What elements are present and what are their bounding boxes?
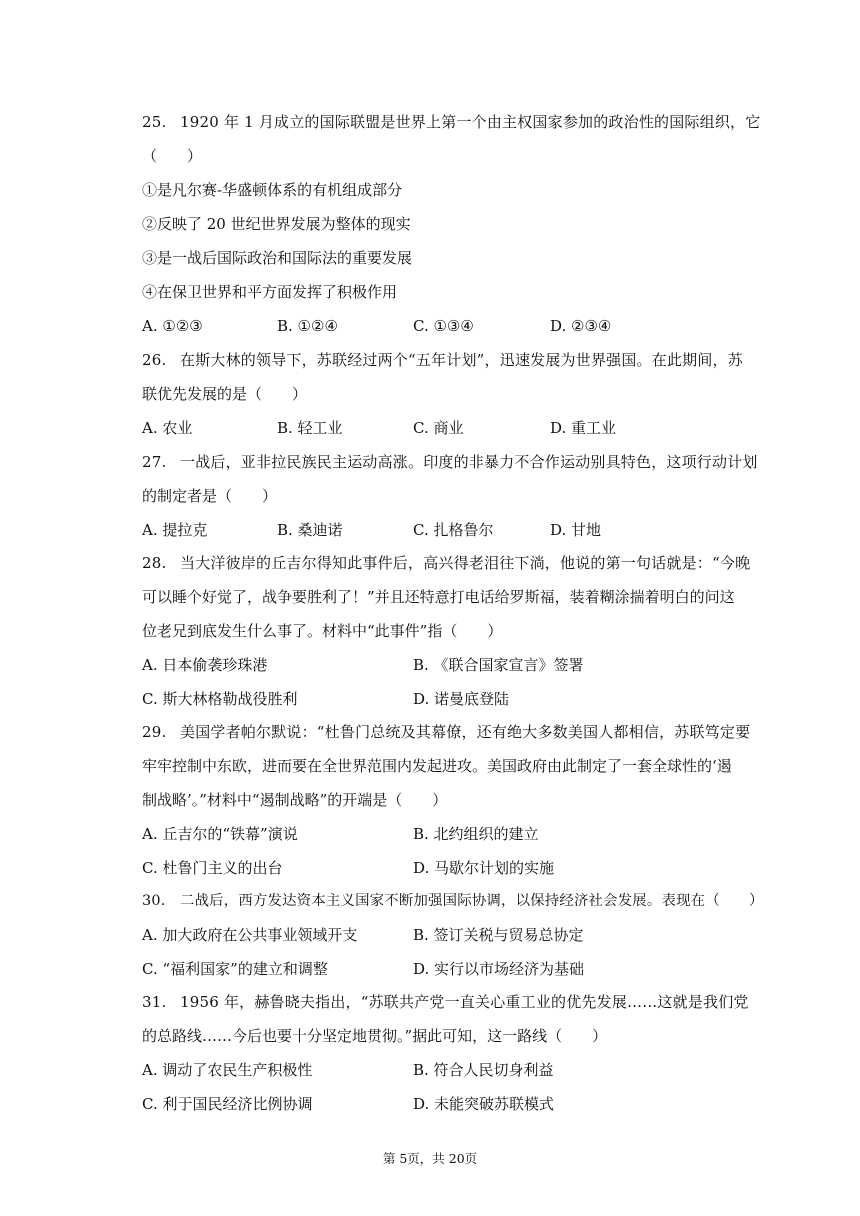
option-d[interactable]: D. 重工业 (550, 419, 617, 437)
question-number: 25. (142, 113, 167, 131)
option-d[interactable]: D. 未能突破苏联模式 (413, 1095, 555, 1113)
question-26-line-1: 26. 在斯大林的领导下，苏联经过两个“五年计划”，迅速发展为世界强国。在此期间，苏 (142, 351, 743, 369)
question-29-line-2: 牢牢控制中东欧，进而要在全世界范围内发起进攻。美国政府由此制定了一套全球性的‘遏 (142, 757, 732, 775)
question-28-line-3: 位老兄到底发生什么事了。材料中“此事件”指（ ） (142, 622, 503, 640)
question-31-line-1: 31. 1956 年，赫鲁晓夫指出，“苏联共产党一直关心重工业的优先发展……这就是我们党 (142, 993, 749, 1011)
option-a[interactable]: A. 日本偷袭珍珠港 (142, 656, 268, 674)
option-b[interactable]: B. 北约组织的建立 (413, 825, 539, 843)
option-a[interactable]: A. 加大政府在公共事业领域开支 (142, 926, 358, 944)
option-b[interactable]: B. 轻工业 (277, 419, 343, 437)
question-number: 30. (142, 893, 166, 909)
option-b[interactable]: B. ①②④ (277, 317, 338, 335)
statement-3: ③是一战后国际政治和国际法的重要发展 (142, 249, 413, 267)
option-d[interactable]: D. 甘地 (550, 521, 602, 539)
statement-4: ④在保卫世界和平方面发挥了积极作用 (142, 283, 398, 301)
option-a[interactable]: A. 调动了农民生产积极性 (142, 1061, 313, 1079)
option-c[interactable]: C. 利于国民经济比例协调 (142, 1095, 313, 1113)
option-d[interactable]: D. ②③④ (550, 317, 612, 335)
option-d[interactable]: D. 实行以市场经济为基础 (413, 960, 585, 978)
question-31-line-2: 的总路线……今后也要十分坚定地贯彻。”据此可知，这一路线（ ） (142, 1027, 608, 1045)
option-c[interactable]: C. 扎格鲁尔 (413, 521, 494, 539)
option-a[interactable]: A. 农业 (142, 419, 193, 437)
option-c[interactable]: C. “福利国家”的建立和调整 (142, 960, 328, 978)
question-28-line-2: 可以睡个好觉了，战争要胜利了！”并且还特意打电话给罗斯福，装着糊涂揣着明白的问这 (142, 588, 735, 606)
option-c[interactable]: C. 商业 (413, 419, 464, 437)
question-28-line-1: 28. 当大洋彼岸的丘吉尔得知此事件后，高兴得老泪往下淌，他说的第一句话就是：“今晚 (142, 554, 751, 572)
question-29-line-1: 29. 美国学者帕尔默说：“杜鲁门总统及其幕僚，还有绝大多数美国人都相信，苏联笃定要 (142, 723, 751, 741)
question-27-line-1: 27. 一战后，亚非拉民族民主运动高涨。印度的非暴力不合作运动别具特色，这项行动计划 (142, 453, 758, 471)
question-number: 27. (142, 453, 167, 471)
option-a[interactable]: A. 提拉克 (142, 521, 208, 539)
option-b[interactable]: B. 《联合国家宣言》签署 (413, 656, 584, 674)
option-a[interactable]: A. 丘吉尔的“铁幕”演说 (142, 825, 298, 843)
option-b[interactable]: B. 桑迪诺 (277, 521, 343, 539)
option-b[interactable]: B. 符合人民切身利益 (413, 1061, 554, 1079)
question-25-line-2: （ ） (142, 147, 203, 165)
question-number: 31. (142, 993, 167, 1011)
option-d[interactable]: D. 马歇尔计划的实施 (413, 859, 555, 877)
page-footer: 第 5页，共 20页 (382, 1151, 478, 1166)
question-26-line-2: 联优先发展的是（ ） (142, 385, 308, 403)
option-c[interactable]: C. 斯大林格勒战役胜利 (142, 690, 298, 708)
question-number: 28. (142, 554, 167, 572)
question-number: 26. (142, 351, 167, 369)
statement-2: ②反映了 20 世纪世界发展为整体的现实 (142, 215, 411, 233)
question-number: 29. (142, 723, 167, 741)
question-29-line-3: 制战略’。”材料中“遏制战略”的开端是（ ） (142, 791, 448, 809)
option-c[interactable]: C. ①③④ (413, 317, 474, 335)
question-30-line-1: 30. 二战后，西方发达资本主义国家不断加强国际协调，以保持经济社会发展。表现在（ ） (142, 893, 764, 909)
statement-1: ①是凡尔赛-华盛顿体系的有机组成部分 (142, 181, 403, 199)
question-25-line-1: 25. 1920 年 1 月成立的国际联盟是世界上第一个由主权国家参加的政治性的国际组织，它 (142, 113, 761, 131)
question-27-line-2: 的制定者是（ ） (142, 487, 278, 505)
option-c[interactable]: C. 杜鲁门主义的出台 (142, 859, 283, 877)
option-d[interactable]: D. 诺曼底登陆 (413, 690, 510, 708)
option-a[interactable]: A. ①②③ (142, 317, 203, 335)
option-b[interactable]: B. 签订关税与贸易总协定 (413, 926, 584, 944)
